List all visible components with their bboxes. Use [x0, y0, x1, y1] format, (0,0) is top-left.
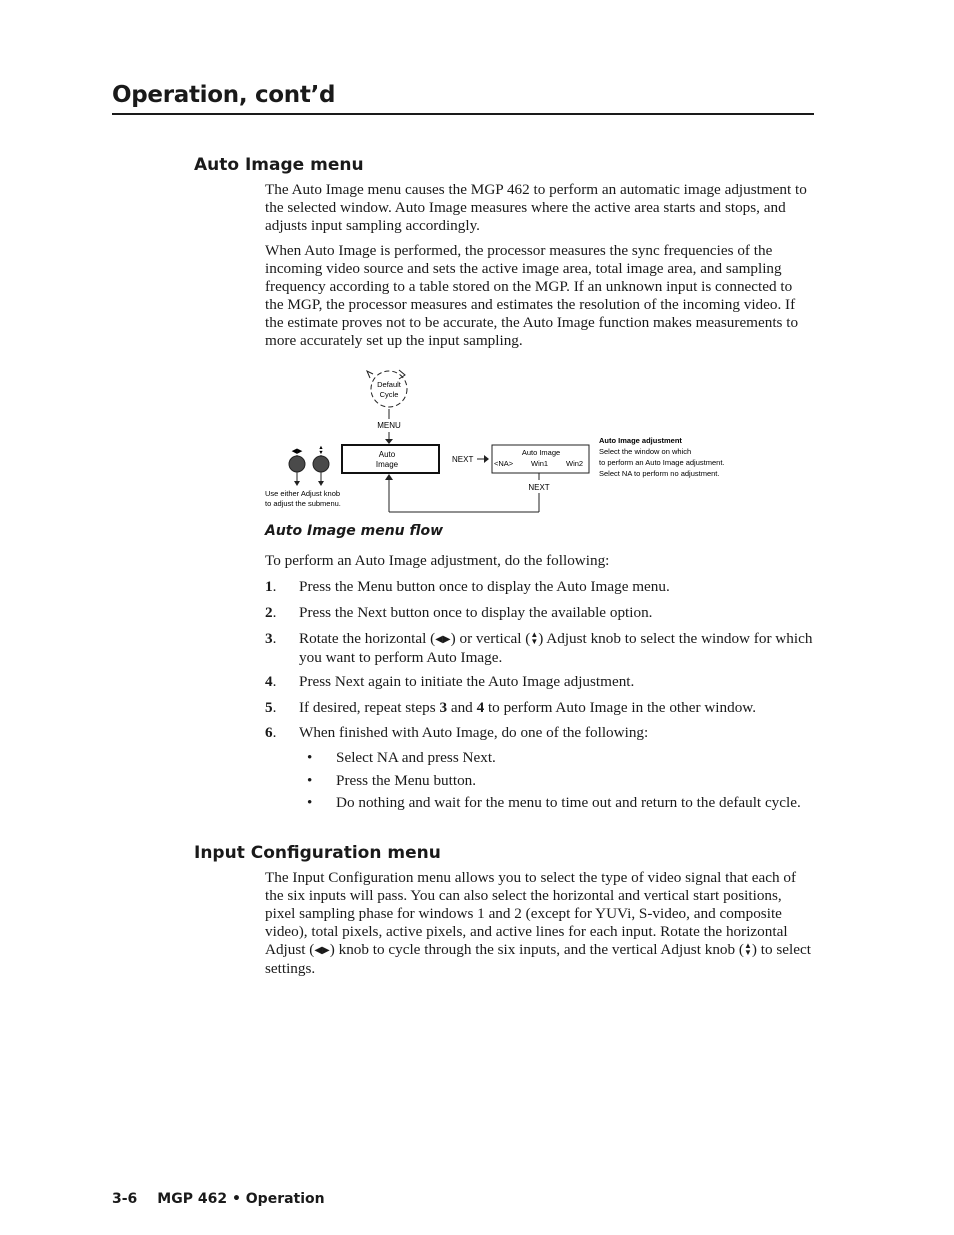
- procedure-intro: To perform an Auto Image adjustment, do the following:: [265, 552, 610, 569]
- menu-label: MENU: [377, 421, 401, 430]
- next-label-1: NEXT: [452, 455, 474, 464]
- option-win2: Win2: [566, 459, 584, 468]
- knob-note: Use either Adjust knob: [265, 489, 341, 498]
- adjust-note-line-2: to perform an Auto Image adjustment.: [599, 458, 725, 467]
- default-cycle-label-2: Cycle: [379, 390, 399, 399]
- default-cycle-label: Default: [377, 380, 401, 389]
- figure-caption: Auto Image menu flow: [265, 523, 444, 539]
- title-rule: [112, 113, 814, 115]
- horizontal-arrows-icon: ◀▶: [291, 448, 303, 455]
- auto-image-intro: The Auto Image menu causes the MGP 462 to perform an automatic image adjustment to the selected window. Auto Image measures where the active area starts and stops, and adjusts input sampling accordingly.: [265, 181, 807, 234]
- auto-image-flow-diagram: [255, 362, 775, 522]
- vertical-arrows-icon: ▲: [318, 445, 324, 451]
- option-win1: Win1: [531, 459, 549, 468]
- horizontal-knob-icon: [289, 456, 305, 472]
- page-number: 3-6: [112, 1191, 138, 1207]
- page-footer: [112, 1191, 325, 1207]
- auto-image-description: When Auto Image is performed, the processor measures the sync frequencies of the incoming video source and sets the active image area, total image area, and sampling frequency according to a table stored on the MGP. If an unknown input is connected to the MGP, the processor measures and estimates the resolution of the incoming video. If the estimate proves not to be accurate, the Auto Image function makes measurements to more accurately set up the input sampling.: [265, 242, 799, 349]
- adjust-note-title: Auto Image adjustment: [599, 436, 682, 445]
- auto-box-label: Auto: [378, 450, 396, 459]
- knob-note-2: to adjust the submenu.: [265, 499, 341, 508]
- auto-box-label-2: Image: [375, 460, 399, 469]
- horizontal-arrows-icon: ◀▶: [314, 944, 330, 956]
- vertical-arrows-icon: ▲ ▼: [530, 630, 539, 646]
- vertical-knob-icon: [313, 456, 329, 472]
- auto-image-heading: Auto Image menu: [194, 155, 364, 175]
- default-cycle-icon: [367, 370, 407, 407]
- footer-doc-title: MGP 462 • Operation: [157, 1191, 325, 1207]
- option-na: <NA>: [494, 459, 514, 468]
- next-label-2: NEXT: [528, 483, 550, 492]
- input-config-description: The Input Configuration menu allows you to select the type of video signal that each of the six inputs will pass. You can also select the horizontal and vertical start positions, pixel sampling phase for windows 1 and 2 (except for YUVi, S-video, and composite video), total pixels, active pixels, and active lines for each input. Rotate the horizontal Adjust (◀▶) knob to cycle through the six inputs, and the vertical Adjust knob (▲ ▼) to select settings.: [265, 869, 811, 977]
- adjust-note-line: Select the window on which: [599, 447, 692, 456]
- adjust-note-line-3: Select NA to perform no adjustment.: [599, 469, 720, 478]
- input-config-heading: Input Configuration menu: [194, 843, 441, 863]
- adjust-box-title: Auto Image: [521, 448, 561, 457]
- page-title: Operation, cont’d: [112, 82, 336, 108]
- vertical-arrows-icon: ▲ ▼: [743, 940, 752, 957]
- horizontal-arrows-icon: ◀▶: [435, 634, 451, 645]
- svg-text:▼: ▼: [318, 450, 324, 456]
